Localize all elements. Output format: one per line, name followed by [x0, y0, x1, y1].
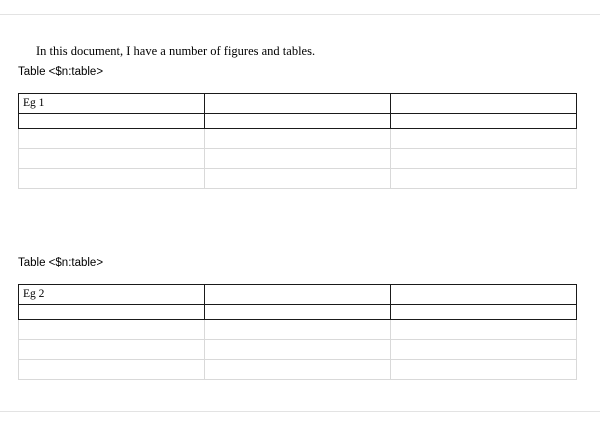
table-caption-2: Table <$n:table> — [18, 257, 104, 269]
table-cell — [391, 149, 577, 169]
table-cell — [205, 340, 391, 360]
table-cell — [391, 340, 577, 360]
table-cell — [391, 94, 577, 114]
table-row — [19, 94, 577, 114]
table-cell — [391, 360, 577, 380]
table-cell — [19, 169, 205, 189]
table-cell — [391, 320, 577, 340]
table-row — [19, 340, 577, 360]
table-row — [19, 360, 577, 380]
table-cell — [205, 305, 391, 320]
table-cell — [19, 305, 205, 320]
table-cell — [19, 320, 205, 340]
page-bottom-divider — [0, 411, 600, 412]
table-cell — [205, 320, 391, 340]
table-cell — [19, 360, 205, 380]
page-top-divider — [0, 14, 600, 15]
table-cell — [205, 285, 391, 305]
table-cell — [391, 305, 577, 320]
table-1 — [18, 93, 577, 189]
table-cell — [205, 114, 391, 129]
table-cell — [19, 340, 205, 360]
table-cell-text: Eg 1 — [23, 97, 45, 109]
table-cell — [19, 149, 205, 169]
table-cell-text: Eg 2 — [23, 288, 45, 300]
table-row — [19, 285, 577, 305]
table-row — [19, 169, 577, 189]
intro-paragraph: In this document, I have a number of figures and tables. — [36, 43, 316, 58]
table-cell — [19, 94, 205, 114]
table-cell — [391, 285, 577, 305]
table-row — [19, 129, 577, 149]
table-cell — [391, 169, 577, 189]
table-cell — [19, 129, 205, 149]
table-cell — [19, 114, 205, 129]
table-cell — [205, 149, 391, 169]
table-row — [19, 114, 577, 129]
table-cell — [205, 360, 391, 380]
table-row — [19, 320, 577, 340]
table-cell — [391, 129, 577, 149]
table-cell — [205, 94, 391, 114]
table-cell — [19, 285, 205, 305]
table-caption-1: Table <$n:table> — [18, 66, 104, 78]
table-cell — [205, 169, 391, 189]
table-2 — [18, 284, 577, 380]
table-cell — [391, 114, 577, 129]
table-row — [19, 149, 577, 169]
table-row — [19, 305, 577, 320]
table-cell — [205, 129, 391, 149]
